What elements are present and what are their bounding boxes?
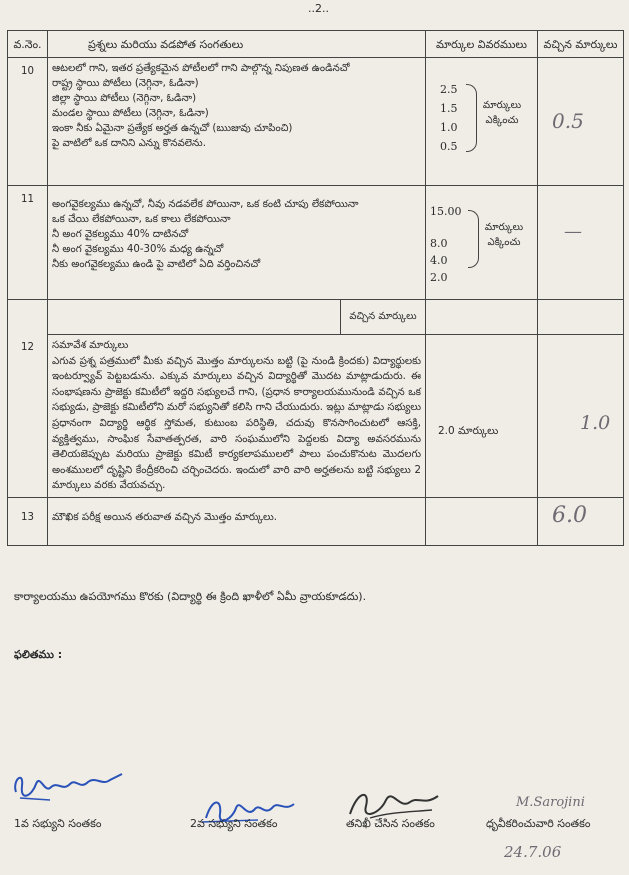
row12-marks: 2.0 మార్కులు	[438, 425, 499, 437]
verifier-signature-label: ధృవీకరించువారి సంతకం	[486, 817, 591, 830]
row11-sno: 11	[8, 186, 48, 300]
row10-line: ఇంకా నీకు ఏమైనా ప్రత్యేక అర్హత ఉన్నచో (ఋజువు చూపించి)	[52, 123, 293, 134]
verification-date: 24.7.06	[504, 843, 562, 861]
row10-mark: 0.5	[440, 140, 458, 153]
member1-signature	[10, 762, 130, 810]
row11-mark: 2.0	[430, 271, 448, 284]
page-number: ..2..	[308, 2, 329, 15]
row12-sno: 12	[8, 300, 48, 498]
row11-brace	[468, 210, 479, 268]
row10-line: జిల్లా స్థాయి పోటీలు (నెగ్గినా, ఓడినా)	[52, 93, 197, 104]
row11-line: నీకు అంగవైకల్యము ఉండి పై వాటిలో ఏది వర్తించినచో	[52, 259, 261, 270]
row10-brace-note: మార్కులు ఎక్కించు	[482, 100, 522, 126]
row11-mark: 15.00	[430, 205, 462, 218]
row10-marks	[426, 58, 538, 186]
table-row-10	[8, 58, 624, 186]
row11-question	[48, 186, 426, 300]
table-row-11	[8, 186, 624, 300]
row10-brace	[466, 84, 477, 152]
row12-obtained: 1.0	[580, 412, 611, 434]
row10-obtained-cell	[538, 58, 624, 186]
row13-obtained-cell	[538, 497, 624, 545]
row11-marks	[426, 186, 538, 300]
row11-line: నీ అంగ వైకల్యము 40% దాటినచో	[52, 229, 189, 240]
verifier-name: M.Sarojini	[516, 795, 585, 810]
row10-line: మండల స్థాయి పోటీలు (నెగ్గినా, ఓడినా)	[52, 108, 209, 119]
marks-table	[7, 30, 624, 546]
row12-obtained-cell	[538, 300, 624, 498]
office-note: కార్యాలయము ఉపయోగము కొరకు (విద్యార్థి ఈ క్రింది ఖాళీలో ఏమీ వ్రాయకూడదు).	[14, 590, 367, 603]
row13-obtained: 6.0	[552, 502, 587, 528]
table-row-13	[8, 497, 624, 545]
table-row-12	[8, 300, 624, 498]
row13-text: మౌఖిక పరీక్ష అయిన తరువాత వచ్చిన మొత్తం మార్కులు.	[48, 497, 426, 545]
row12-paragraph: ఎగువ ప్రశ్న పత్రములో మీకు వచ్చిన మొత్తం మార్కులను బట్టి (పై నుండి క్రిందకు) విద్యార్థులకు ఇంటర్వ్యూవ్ పెట్టబడును. ఎక్కువ మార్కులు వచ్చిన విద్యార్థితో మొదట మాట్లాడుదురు. ఈ సంభాషణను ప్రాజెక్టు కమిటీలో ఇద్దరి సభ్యులచే గాని, (ప్రధాన కార్యాలయమునుండి వచ్చిన ఒక సభ్యుడు, ప్రాజెక్టు కమిటీలోని మరో సభ్యునితో కలిసి గాని చేయుదురు. ఇట్లు మాట్లాడు సభ్యులు ప్రధానంగా విద్యార్థి ఆర్థిక స్తోమత, కుటుంబ పరిస్థితి, చదువు కొనసాగించుటలో ఆసక్తి, వ్యక్తిత్వము, సాంఘిక సేవాతత్పరత, వారి సంఘములోని పెద్దలకు విద్యా అవసరమును తెలియజెప్పుట మరియు ప్రాజెక్టు కమిటీ కార్యకలాపములలో పాలు పంచుకొనుట మొదలగు అంశములలో దృష్టిని కేంద్రీకరించి చర్చించెదరు. ఇందులో వారి వారి అర్హతలను బట్టి సభ్యులు 2 మార్కులు వరకు వేయవచ్చు.	[52, 355, 421, 492]
row11-brace-note: మార్కులు ఎక్కించు	[484, 222, 524, 248]
table-header-row	[8, 31, 624, 58]
row10-mark: 2.5	[440, 83, 458, 96]
row10-line: రాష్ట్ర స్థాయి పోటీలు (నెగ్గినా, ఓడినా)	[52, 78, 199, 89]
row11-mark: 8.0	[430, 237, 448, 250]
header-marks-obtained: వచ్చిన మార్కులు	[538, 31, 624, 58]
member3-signature-label: తనిఖీ చేసిన సంతకం	[346, 817, 435, 830]
row11-line: అంగవైకల్యము ఉన్నచో, నీవు నడవలేక పోయినా, ఒక కంటి చూపు లేకపోయినా	[52, 199, 359, 210]
row13-marks-cell	[426, 497, 538, 545]
row10-question	[48, 58, 426, 186]
row11-mark: 4.0	[430, 254, 448, 267]
row11-obtained: —	[564, 221, 582, 242]
subtotal-label-box	[340, 300, 425, 334]
member2-signature-label: 2వ సభ్యుని సంతకం	[190, 817, 278, 830]
row10-line: ఆటలలో గాని, ఇతర ప్రత్యేకమైన పోటీలలో గాని పాల్గొన్న నిపుణత ఉండినచో	[52, 63, 350, 74]
row10-line: పై వాటిలో ఒక దానిని ఎన్ను కొనవలెను.	[52, 138, 206, 149]
header-sno: వ.నెం.	[8, 31, 48, 58]
row10-mark: 1.5	[440, 102, 458, 115]
row11-obtained-cell	[538, 186, 624, 300]
row10-sno: 10	[8, 58, 48, 186]
member1-signature-label: 1వ సభ్యుని సంతకం	[14, 817, 102, 830]
row10-obtained: 0.5	[552, 109, 584, 133]
row13-sno: 13	[8, 497, 48, 545]
result-label: ఫలితము :	[14, 648, 63, 661]
subtotal-label: వచ్చిన మార్కులు	[349, 311, 417, 322]
row10-mark: 1.0	[440, 121, 458, 134]
row11-line: నీ అంగ వైకల్యము 40-30% మధ్య ఉన్నచో	[52, 244, 224, 255]
row12-question	[48, 300, 426, 498]
row12-title: సమావేశ మార్కులు	[52, 340, 129, 351]
row12-marks-cell	[426, 300, 538, 498]
header-question: ప్రశ్నలు మరియు వడపోత సంగతులు	[48, 31, 426, 58]
row11-line: ఒక చేయి లేకపోయినా, ఒక కాలు లేకపోయినా	[52, 214, 231, 225]
header-marks-detail: మార్కుల వివరములు	[426, 31, 538, 58]
